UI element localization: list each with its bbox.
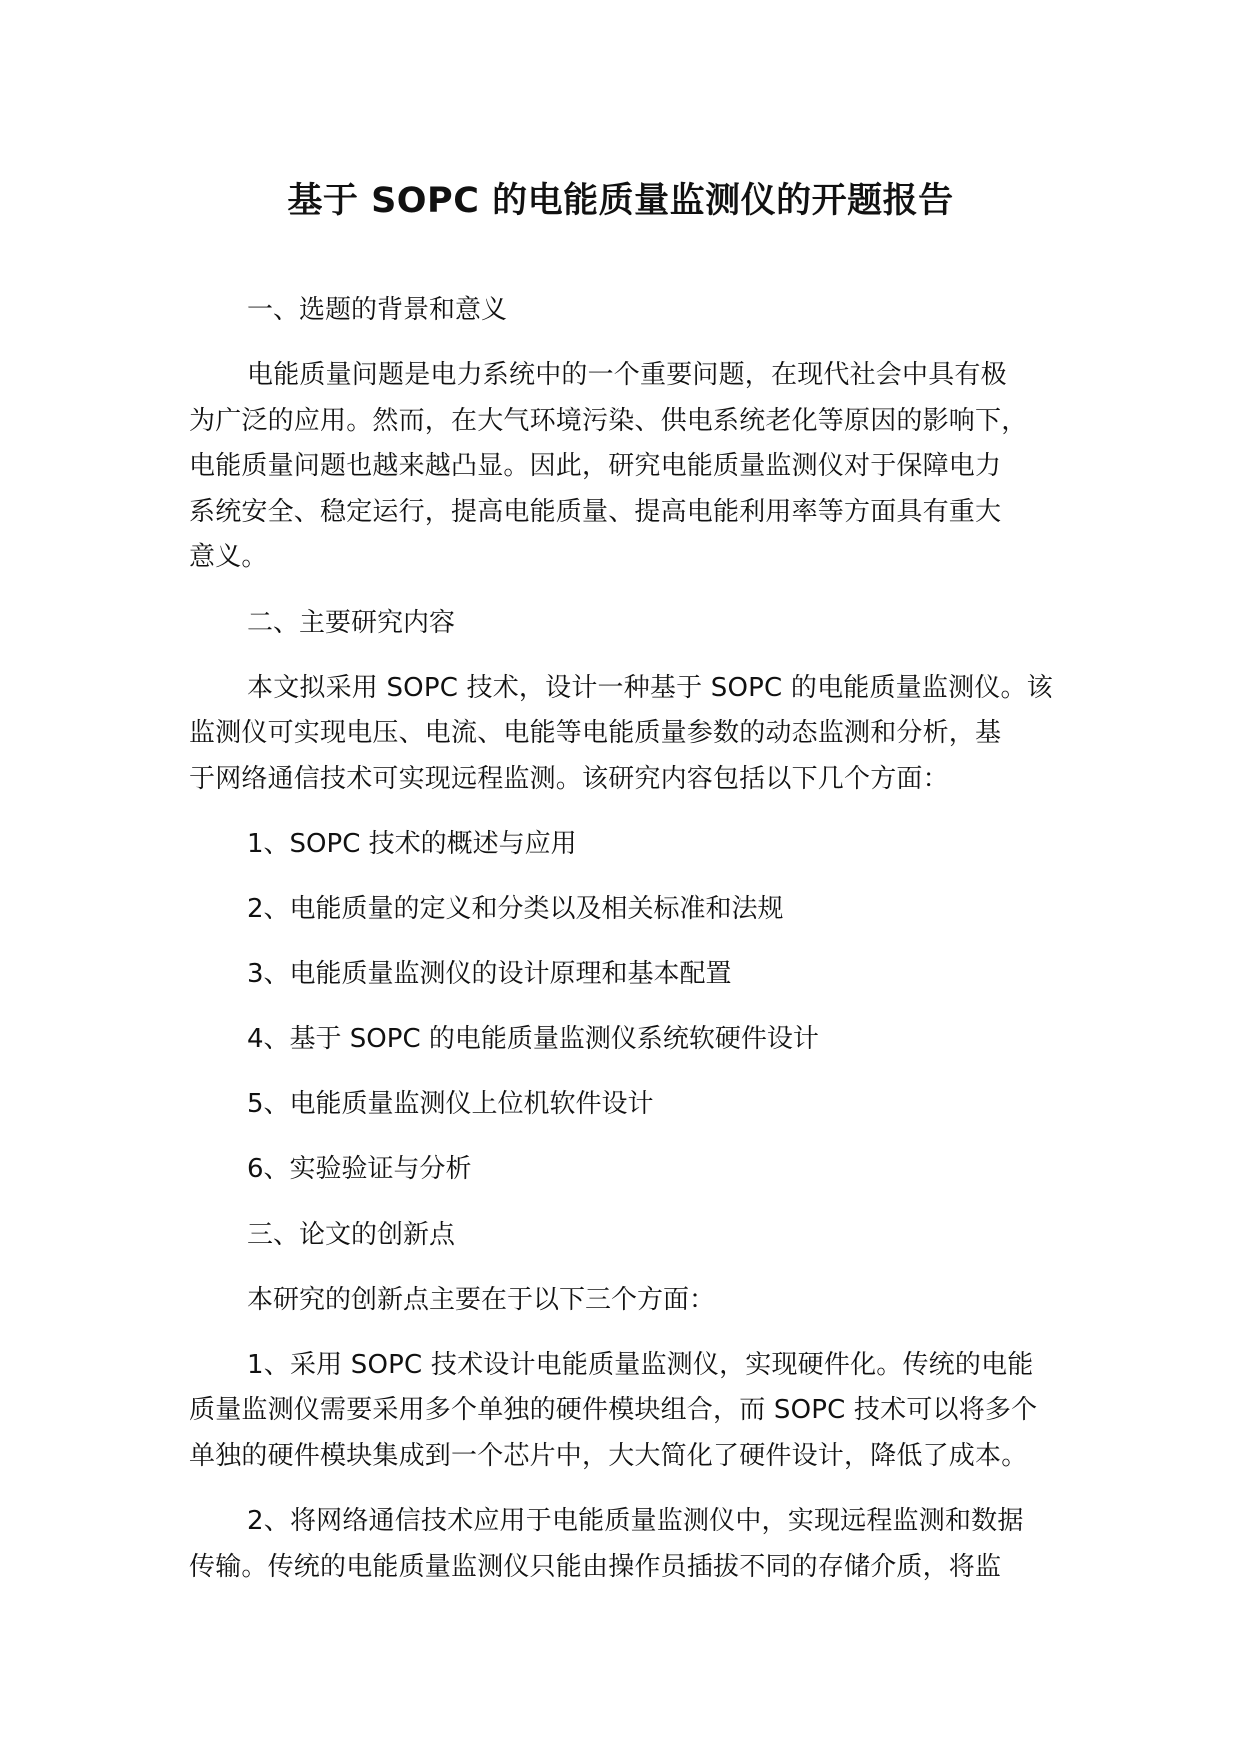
paragraph-line: 1、采用 SOPC 技术设计电能质量监测仪，实现硬件化。传统的电能 <box>247 1349 1034 1380</box>
paragraph-line: 电能质量问题是电力系统中的一个重要问题，在现代社会中具有极 <box>247 360 1007 391</box>
paragraph-innovation-point-1 <box>189 1343 1079 1480</box>
paragraph-line: 质量监测仪需要采用多个单独的硬件模块组合，而 SOPC 技术可以将多个 <box>189 1395 1038 1426</box>
paragraph-line: 传输。传统的电能质量监测仪只能由操作员插拔不同的存储介质，将监 <box>189 1551 1002 1582</box>
list-item: 4、基于 SOPC 的电能质量监测仪系统软硬件设计 <box>247 1024 819 1055</box>
document-title: 基于 SOPC 的电能质量监测仪的开题报告 <box>287 181 954 221</box>
section-heading-background: 一、选题的背景和意义 <box>247 295 508 325</box>
paragraph-background <box>189 353 1079 581</box>
paragraph-innovation-point-2 <box>189 1499 1079 1590</box>
list-item: 2、电能质量的定义和分类以及相关标准和法规 <box>247 894 784 925</box>
list-item: 6、实验验证与分析 <box>247 1154 472 1185</box>
paragraph-innovation-intro: 本研究的创新点主要在于以下三个方面： <box>247 1284 716 1315</box>
paragraph-line: 2、将网络通信技术应用于电能质量监测仪中，实现远程监测和数据 <box>247 1505 1024 1536</box>
paragraph-line: 监测仪可实现电压、电流、电能等电能质量参数的动态监测和分析，基 <box>189 718 1002 749</box>
document-body <box>189 288 1079 1610</box>
list-item: 1、SOPC 技术的概述与应用 <box>247 828 577 859</box>
paragraph-line: 电能质量问题也越来越凸显。因此，研究电能质量监测仪对于保障电力 <box>189 451 1002 482</box>
list-item: 3、电能质量监测仪的设计原理和基本配置 <box>247 959 732 990</box>
paragraph-line: 单独的硬件模块集成到一个芯片中，大大简化了硬件设计，降低了成本。 <box>189 1440 1028 1471</box>
paragraph-line: 为广泛的应用。然而，在大气环境污染、供电系统老化等原因的影响下， <box>189 405 1028 436</box>
paragraph-line: 系统安全、稳定运行，提高电能质量、提高电能利用率等方面具有重大 <box>189 496 1002 527</box>
paragraph-line: 本文拟采用 SOPC 技术，设计一种基于 SOPC 的电能质量监测仪。该 <box>247 672 1053 703</box>
paragraph-line: 意义。 <box>189 542 268 573</box>
section-heading-research-content: 二、主要研究内容 <box>247 607 456 638</box>
section-heading-innovation: 三、论文的创新点 <box>247 1219 456 1250</box>
paragraph-research-content <box>189 666 1079 803</box>
paragraph-line: 于网络通信技术可实现远程监测。该研究内容包括以下几个方面： <box>189 763 949 794</box>
list-item: 5、电能质量监测仪上位机软件设计 <box>247 1089 654 1120</box>
